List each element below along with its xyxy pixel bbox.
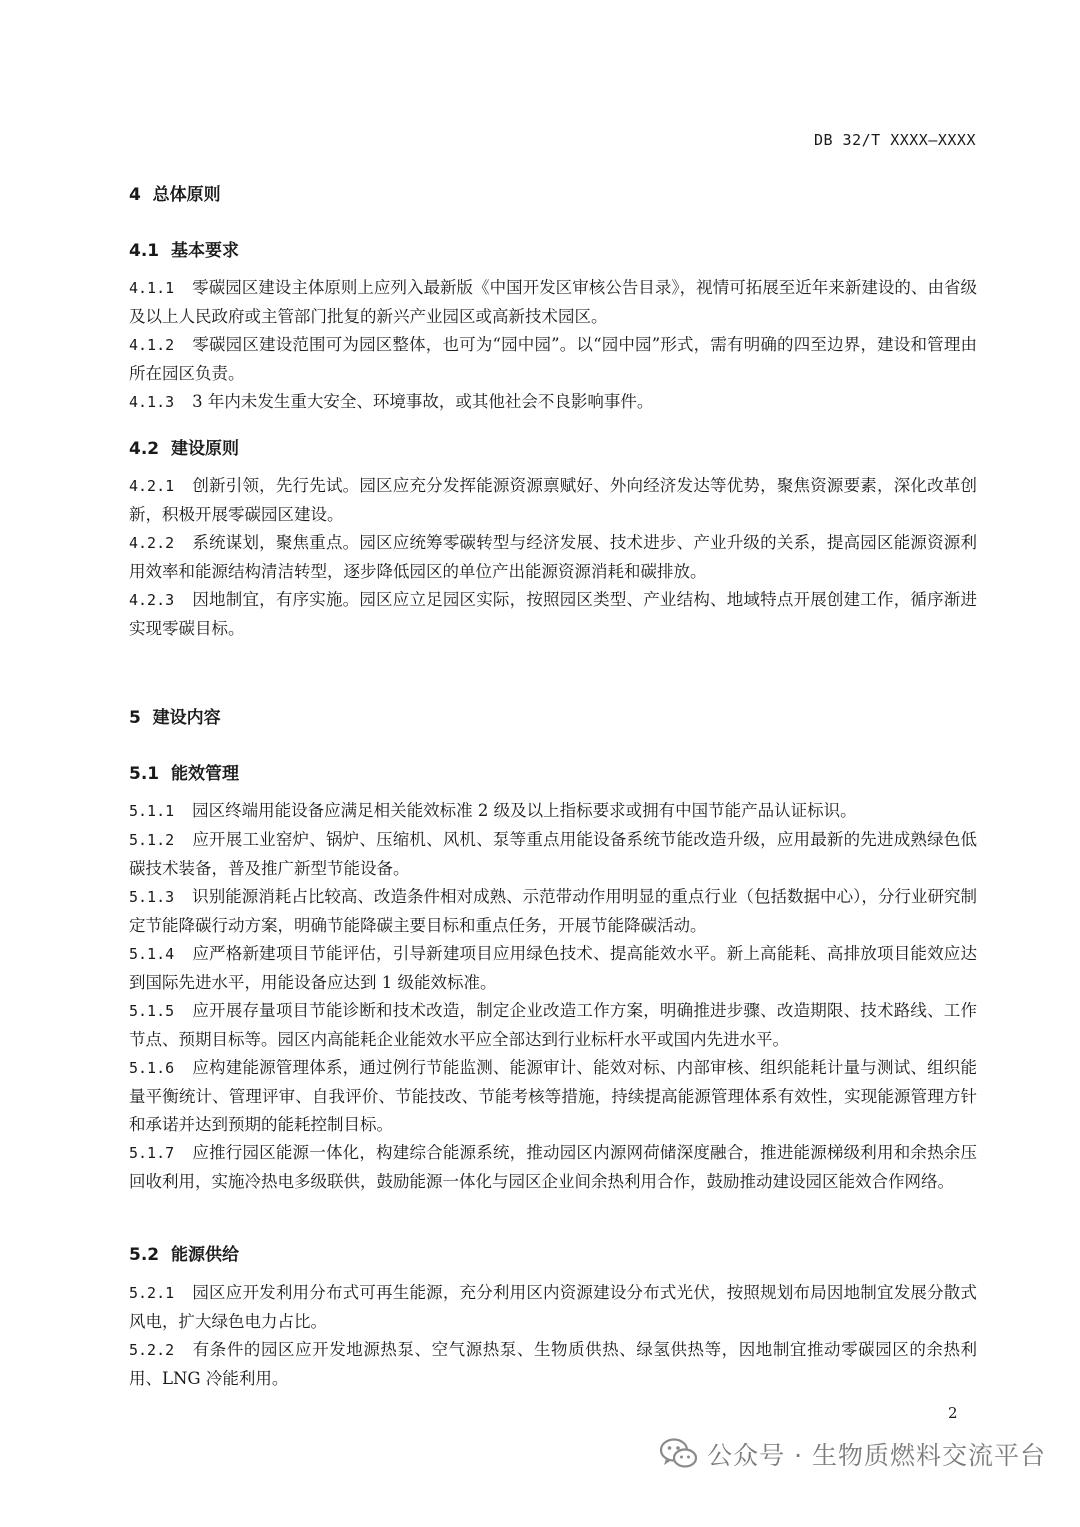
heading-5: 5 建设内容 <box>129 708 221 728</box>
heading-5-2: 5.2 能源供给 <box>129 1245 239 1265</box>
clause-text: 因地制宜，有序实施。园区应立足园区实际，按照园区类型、产业结构、地域特点开展创建工作，循序渐进实现零碳目标。 <box>129 590 977 638</box>
clause-5-2-1 <box>129 1279 977 1336</box>
clause-5-1-4 <box>129 940 977 997</box>
standard-code: DB 32/T XXXX—XXXX <box>813 131 976 149</box>
clause-5-1-2 <box>129 826 977 883</box>
clause-number: 5.1.3 <box>129 888 175 906</box>
clause-number: 4.1.2 <box>129 336 175 354</box>
clause-number: 4.2.3 <box>129 591 175 609</box>
heading-4-2: 4.2 建设原则 <box>129 439 239 459</box>
clause-number: 4.1.3 <box>129 393 175 411</box>
clause-5-1-3 <box>129 883 977 940</box>
clause-5-1-6 <box>129 1054 977 1140</box>
clause-4-1-3 <box>129 388 977 417</box>
clause-number: 5.1.2 <box>129 831 175 849</box>
clause-text: 园区应开发利用分布式可再生能源，充分利用区内资源建设分布式光伏，按照规划布局因地制宜发展分散式风电，扩大绿色电力占比。 <box>129 1283 977 1331</box>
clause-number: 5.1.7 <box>129 1144 175 1162</box>
page-number: 2 <box>948 1404 958 1422</box>
clause-text: 识别能源消耗占比较高、改造条件相对成熟、示范带动作用明显的重点行业（包括数据中心），分行业研究制定节能降碳行动方案，明确节能降碳主要目标和重点任务，开展节能降碳活动。 <box>129 887 977 935</box>
clause-5-1-5 <box>129 997 977 1054</box>
clause-number: 4.2.1 <box>129 477 175 495</box>
heading-4-1: 4.1 基本要求 <box>129 241 239 261</box>
clause-text: 应开展存量项目节能诊断和技术改造，制定企业改造工作方案，明确推进步骤、改造期限、技术路线、工作节点、预期目标等。园区内高能耗企业能效水平应全部达到行业标杆水平或国内先进水平。 <box>129 1001 977 1049</box>
clause-text: 零碳园区建设主体原则上应列入最新版《中国开发区审核公告目录》，视情可拓展至近年来新建设的、由省级及以上人民政府或主管部门批复的新兴产业园区或高新技术园区。 <box>129 278 977 326</box>
clause-number: 5.1.5 <box>129 1002 175 1020</box>
clause-text: 创新引领，先行先试。园区应充分发挥能源资源禀赋好、外向经济发达等优势，聚焦资源要素，深化改革创新，积极开展零碳园区建设。 <box>129 476 977 524</box>
clause-number: 4.2.2 <box>129 534 175 552</box>
clause-4-2-3 <box>129 586 977 643</box>
clause-text: 零碳园区建设范围可为园区整体，也可为“园中园”。以“园中园”形式，需有明确的四至边界，建设和管理由所在园区负责。 <box>129 335 977 383</box>
watermark-text: 公众号 · 生物质燃料交流平台 <box>707 1441 1046 1470</box>
clause-text: 应推行园区能源一体化，构建综合能源系统，推动园区内源网荷储深度融合，推进能源梯级利用和余热余压回收利用，实施冷热电多级联供，鼓励能源一体化与园区企业间余热利用合作，鼓励推动建设园区能效合作网络。 <box>129 1143 977 1191</box>
wechat-icon <box>659 1437 699 1471</box>
clause-text: 应开展工业窑炉、锅炉、压缩机、风机、泵等重点用能设备系统节能改造升级，应用最新的先进成熟绿色低碳技术装备，普及推广新型节能设备。 <box>129 830 977 878</box>
clause-4-1-2 <box>129 331 977 388</box>
clause-number: 5.1.1 <box>129 802 175 820</box>
heading-4: 4 总体原则 <box>129 185 221 205</box>
clause-4-2-2 <box>129 529 977 586</box>
clause-text: 应构建能源管理体系，通过例行节能监测、能源审计、能效对标、内部审核、组织能耗计量与测试、组织能量平衡统计、管理评审、自我评价、节能技改、节能考核等措施，持续提高能源管理体系有效性，实现能源管理方针和承诺并达到预期的能耗控制目标。 <box>129 1058 977 1134</box>
clause-number: 5.2.1 <box>129 1284 175 1302</box>
watermark <box>659 1432 1046 1476</box>
clause-4-1-1 <box>129 274 977 331</box>
clause-5-2-2 <box>129 1336 977 1393</box>
clause-text: 有条件的园区应开发地源热泵、空气源热泵、生物质供热、绿氢供热等，因地制宜推动零碳园区的余热利用、LNG 冷能利用。 <box>129 1340 977 1388</box>
clause-number: 5.2.2 <box>129 1341 175 1359</box>
clause-text: 3 年内未发生重大安全、环境事故，或其他社会不良影响事件。 <box>192 392 654 411</box>
clause-5-1-7 <box>129 1139 977 1196</box>
clause-number: 4.1.1 <box>129 279 175 297</box>
clause-text: 应严格新建项目节能评估，引导新建项目应用绿色技术、提高能效水平。新上高能耗、高排放项目能效应达到国际先进水平，用能设备应达到 1 级能效标准。 <box>129 944 977 992</box>
clause-number: 5.1.4 <box>129 945 175 963</box>
clause-4-2-1 <box>129 472 977 529</box>
heading-5-1: 5.1 能效管理 <box>129 764 239 784</box>
clause-5-1-1 <box>129 797 977 826</box>
clause-number: 5.1.6 <box>129 1059 175 1077</box>
clause-text: 系统谋划，聚焦重点。园区应统筹零碳转型与经济发展、技术进步、产业升级的关系，提高园区能源资源利用效率和能源结构清洁转型，逐步降低园区的单位产出能源资源消耗和碳排放。 <box>129 533 977 581</box>
clause-text: 园区终端用能设备应满足相关能效标准 2 级及以上指标要求或拥有中国节能产品认证标识。 <box>192 801 857 820</box>
